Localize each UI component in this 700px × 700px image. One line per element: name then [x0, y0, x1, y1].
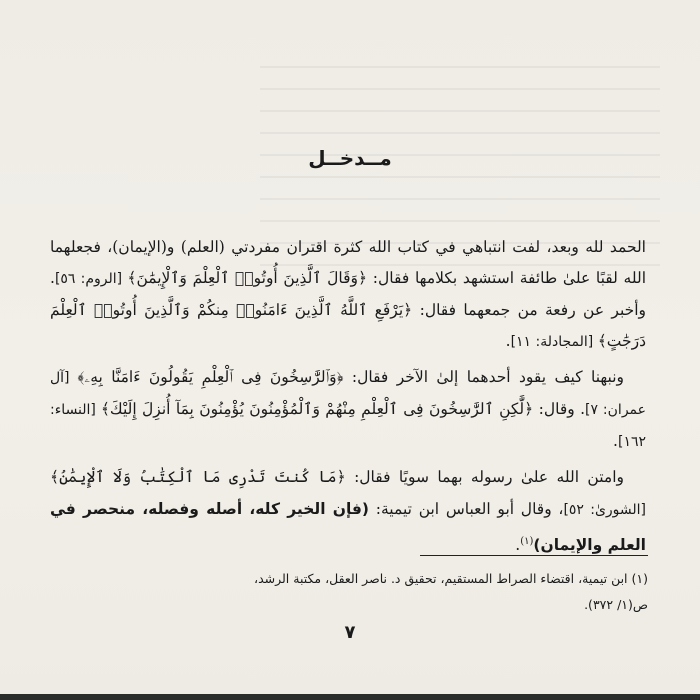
text-run: .: [613, 432, 618, 450]
text-run: ونبهنا كيف يقود أحدهما إلىٰ الآخر فقال:: [343, 368, 624, 386]
text-run: . وأخبر عن رفعة من جمعهما فقال:: [50, 269, 646, 319]
footnote-marker[interactable]: (١): [520, 536, 534, 547]
verse-reference: [المجادلة: ١١]: [510, 334, 598, 350]
footnote: [50, 566, 648, 618]
quran-verse: ﴿لَّٰكِنِ ٱلرَّٰسِخُونَ فِى ٱلْعِلْمِ مِنْهُمْ وَٱلْمُؤْمِنُونَ يُؤْمِنُونَ بِمَآ أُنزِلَ إِلَيْكَ﴾: [100, 400, 534, 418]
quran-verse: ﴿مَا كُنتَ تَدْرِى مَا ٱلْكِتَٰبُ وَلَا ٱلْإِيمَٰنُ﴾: [50, 468, 346, 486]
chapter-title: مــدخــل: [308, 146, 392, 170]
quran-verse: ﴿وَٱلرَّٰسِخُونَ فِى ٱلْعِلْمِ يَقُولُونَ ءَامَنَّا بِهِۦ﴾: [77, 368, 344, 386]
main-text: [50, 232, 646, 565]
footnote-line-2: ص(١/ ٣٧٢).: [584, 597, 648, 612]
paragraph-1: [50, 232, 646, 358]
quran-verse: ﴿وَقَالَ ٱلَّذِينَ أُوتُوا۟ ٱلْعِلْمَ وَٱلْإِيمَٰنَ﴾: [127, 269, 368, 287]
verse-reference: [النساء: ١٦٢]: [50, 402, 646, 450]
footnote-line-1: (١) ابن تيمية، اقتضاء الصراط المستقيم، تحقيق د. ناصر العقل، مكتبة الرشد،: [254, 571, 648, 586]
text-run: .: [505, 332, 511, 350]
verse-reference: [الشورىٰ: ٥٢]: [563, 502, 646, 518]
text-run: .: [515, 536, 521, 555]
verse-reference: [آل عمران: ٧]: [50, 370, 646, 418]
verse-reference: [الروم: ٥٦]: [54, 271, 128, 287]
scan-edge: [0, 694, 700, 700]
bold-quote: (فإن الخير كله، أصله وفصله، منحصر في العلم والإيمان): [50, 500, 646, 555]
paragraph-2: [50, 362, 646, 458]
footnote-divider: [420, 555, 648, 556]
text-run: ، وقال أبو العباس ابن تيمية:: [369, 500, 564, 518]
page-number: ٧: [344, 622, 356, 643]
text-run: . وقال:: [533, 400, 586, 418]
text-run: وامتن الله علىٰ رسوله بهما سويًا فقال:: [345, 468, 624, 486]
paragraph-3: [50, 462, 646, 561]
text-run: الحمد لله وبعد، لفت انتباهي في كتاب الله كثرة اقتران مفردتي (العلم) و(الإيمان)، فجعلهما الله لقبًا علىٰ طائفة استشهد بكلامها فقال:: [50, 238, 646, 287]
quran-verse: ﴿يَرْفَعِ ٱللَّهُ ٱلَّذِينَ ءَامَنُوا۟ مِنكُمْ وَٱلَّذِينَ أُوتُوا۟ ٱلْعِلْمَ دَرَجَٰتٍ﴾: [50, 301, 646, 350]
